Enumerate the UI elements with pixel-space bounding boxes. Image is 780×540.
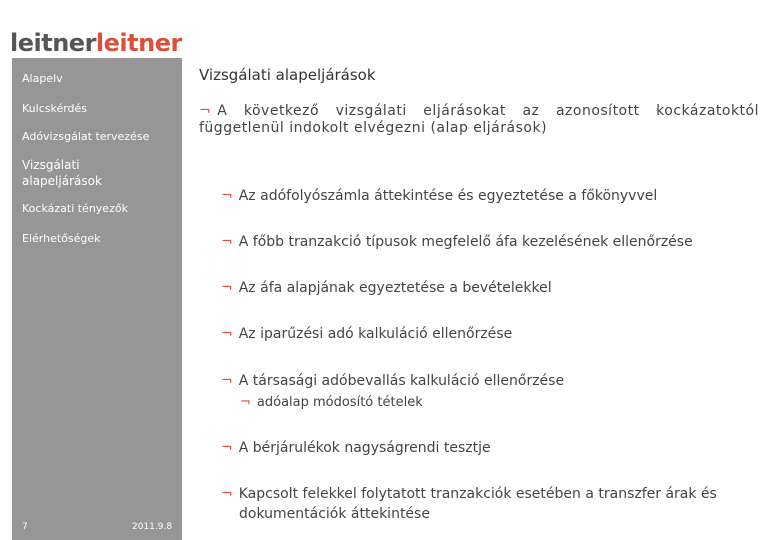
bullet-text: Kapcsolt felekkel folytatott tranzakciók esetében a transzfer árak és dokumentációk áttekintése (238, 486, 717, 522)
bullet-icon: ¬ (221, 280, 233, 296)
page-number: 7 (22, 522, 28, 532)
sidebar-item-adovizsgalat-tervezese[interactable]: Adóvizsgálat tervezése (22, 130, 150, 143)
bullet-point (221, 371, 761, 391)
sub-bullet-point (240, 395, 423, 411)
bullet-icon: ¬ (221, 440, 233, 456)
sidebar-item-elerhetosegek[interactable]: Elérhetőségek (22, 232, 101, 245)
page-title: Vizsgálati alapeljárások (199, 66, 376, 84)
bullet-point (221, 438, 761, 458)
bullet-icon: ¬ (199, 103, 212, 119)
bullet-text: Az iparűzési adó kalkuláció ellenőrzése (238, 326, 513, 342)
bullet-point (221, 484, 779, 524)
sub-bullet-text: adóalap módosító tételek (256, 395, 423, 410)
bullet-icon: ¬ (221, 188, 233, 204)
bullet-icon: ¬ (221, 326, 233, 342)
logo (10, 26, 182, 60)
intro-text: A következő vizsgálati eljárásokat az azonosított kockázatoktól függetlenül indokolt elvégezni (alap eljárások) (199, 103, 759, 136)
intro-paragraph (199, 103, 759, 137)
bullet-text: A bérjárulékok nagyságrendi tesztje (238, 440, 491, 456)
bullet-point (221, 232, 761, 252)
sidebar (12, 58, 182, 540)
logo-text-grey: leitner (10, 29, 96, 57)
sidebar-item-kockazati-tenyezok[interactable]: Kockázati tényezők (22, 202, 128, 215)
bullet-point (221, 324, 761, 344)
sidebar-item-vizsgalati-alapeljarasok[interactable]: Vizsgálati alapeljárások (22, 158, 102, 188)
sidebar-item-kulcskerdes[interactable]: Kulcskérdés (22, 102, 88, 115)
bullet-point (221, 278, 761, 298)
bullet-text: Az adófolyószámla áttekintése és egyeztetése a főkönyvvel (238, 188, 658, 204)
bullet-icon: ¬ (221, 373, 233, 389)
sidebar-item-alapelv[interactable]: Alapelv (22, 72, 63, 85)
slide-date: 2011.9.8 (132, 522, 173, 532)
logo-text-red: leitner (95, 29, 182, 57)
bullet-text: A főbb tranzakció típusok megfelelő áfa kezelésének ellenőrzése (238, 234, 693, 250)
bullet-icon: ¬ (221, 486, 233, 502)
sub-bullet-icon: ¬ (240, 395, 251, 410)
bullet-text: Az áfa alapjának egyeztetése a bevételekkel (238, 280, 552, 296)
bullet-point (221, 186, 761, 206)
bullet-icon: ¬ (221, 234, 233, 250)
bullet-text: A társasági adóbevallás kalkuláció ellenőrzése (238, 373, 565, 389)
